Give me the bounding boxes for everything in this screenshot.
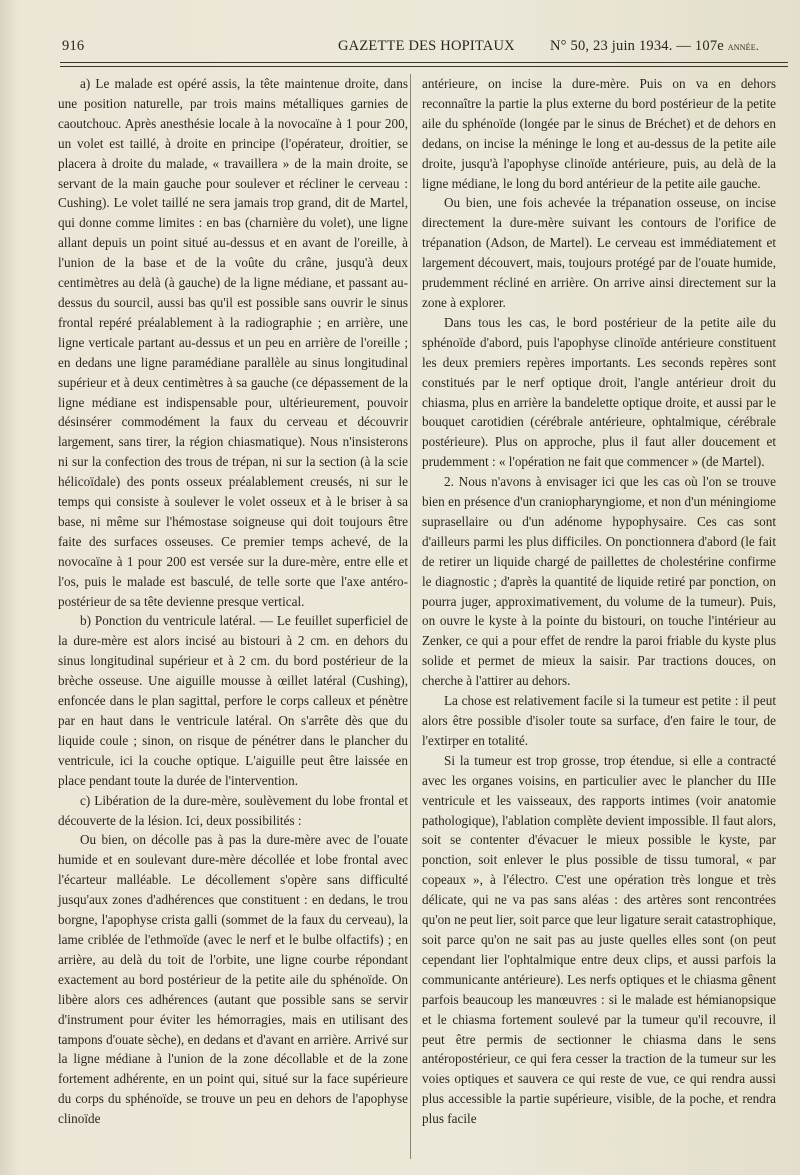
page-number: 916 — [62, 38, 85, 54]
column-divider — [410, 74, 411, 1159]
paragraph-continuation: antérieure, on incise la dure-mère. Puis on va en dehors reconnaître la partie la plus externe du bord postérieur de la petite aile du sphénoïde (longée par le sinus de Bréchet) et de dehors en dedans, on incise la méninge le long et au-dessus de la petite aile droite, jusqu'à l'apophyse clinoïde antérieure, puis, au delà de la ligne médiane, le long du bord antérieur de la petite aile gauche. — [422, 76, 776, 191]
issue-date: N° 50, 23 juin 1934. — 107e — [550, 38, 728, 54]
issue-year-label: année. — [727, 39, 760, 53]
paragraph-a: a) Le malade est opéré assis, la tête maintenue droite, dans une position naturelle, par trois mains métalliques garnies de caoutchouc. Après anesthésie locale à la novocaïne à 1 pour 200, un volet est taillé, à droite en principe (l'opérateur, droitier, se placera à droite du malade, « travaillera » de la main droite, se servant de la main gauche pour soulever et récliner le cerveau : Cushing). Le volet taillé ne sera jamais trop grand, dit de Martel, qui donne comme limites : en bas (charnière du volet), une ligne allant depuis un point situé au-dessus et en avant de l'oreille, à l'union de la base et de la voûte du crâne, jusqu'à deux centimètres au delà (à gauche) de la ligne médiane, et passant au-dessus du sourcil, aussi bas qu'il est possible sans ouvrir le sinus frontal repéré préalablement à la radiographie ; en arrière, une ligne verticale partant au-dessus et un peu en arrière de l'oreille ; en dedans une ligne paramédiane parallèle au sinus longitudinal supérieur et à deux centimètres à sa gauche (ce dépassement de la ligne médiane est indispensable pour, ultérieurement, pouvoir désinsérer commodément la faux du cerveau et découvrir largement, sans tirer, la région chiasmatique). Nous n'insisterons ni sur la confection des trous de trépan, ni sur la section (à la scie hélicoïdale) des ponts osseux préalablement creusés, ni sur le temps qui consiste à soulever le volet osseux et à le briser à sa base, ni même sur l'hémostase soigneuse qui doit toujours être faite des surfaces osseuses. Ce premier temps achevé, de la novocaïne à 1 pour 200 est versée sur la dure-mère, entre elle et l'os, puis le malade est basculé, de telle sorte que l'axe antéro-postérieur de sa tête devienne presque vertical. — [58, 76, 408, 609]
header-rule-thick — [60, 62, 788, 63]
header-rule-thin — [60, 66, 788, 67]
journal-title: GAZETTE DES HOPITAUX — [338, 38, 515, 54]
paragraph-c: c) Libération de la dure-mère, soulèvement du lobe frontal et découverte de la lésion. Ici, deux possibilités : — [58, 792, 408, 828]
left-column — [58, 74, 408, 1129]
paragraph-reperes: Dans tous les cas, le bord postérieur de la petite aile du sphénoïde d'abord, puis l'apophyse clinoïde antérieure constituent les deux premiers repères importants. Les seconds repères sont constitués par le nerf optique droit, l'angle antérieur droit du chiasma, plus en arrière la bandelette optique droite, et aussi par le bouquet carotidien (cérébrale antérieure, ophtalmique, cérébrale postérieure). Plus on approche, plus il faut aller doucement et prudemment : « l'opération ne fait que commencer » (de Martel). — [422, 314, 776, 470]
paragraph-ou-bien-1: Ou bien, on décolle pas à pas la dure-mère avec de l'ouate humide et en soulevant dure-mère décollée et lobe frontal avec l'écarteur malléable. Le décollement s'opère sans difficulté jusqu'aux zones d'adhérences que constituent : en dedans, le trou borgne, l'apophyse crista galli (sommet de la faux du cerveau), la lame criblée de l'ethmoïde (avec le nerf et le bulbe olfactifs) ; en arrière, au delà du toit de l'orbite, une ligne courbe répondant exactement au bord postérieur de la petite aile du sphénoïde. On libère alors ces adhérences (autant que possible sans se servir d'instrument pour éviter les hémorragies, mais en utilisant des tampons d'ouate sèche), en dedans et d'avant en arrière. Arrivé sur la ligne médiane à l'union de la zone décollable et de la zone fortement adhérente, en un point qui, situé sur la face supérieure du corps du sphénoïde, se trouve un peu en dehors de l'apophyse clinoïde — [58, 832, 408, 1127]
paragraph-ou-bien-2: Ou bien, une fois achevée la trépanation osseuse, on incise directement la dure-mère suivant les contours de l'orifice de trépanation (Adson, de Martel). Le cerveau est immédiatement et largement découvert, mais, toujours protégé par de l'ouate humide, prudemment récliné en arrière. On arrive ainsi directement sur la zone à explorer. — [422, 195, 776, 310]
paragraph-b: b) Ponction du ventricule latéral. — Le feuillet superficiel de la dure-mère est alors incisé au bistouri à 2 cm. en dehors du sinus longitudinal supérieur et à 2 cm. du bord postérieur de la brèche osseuse. Une aiguille mousse à œillet latéral (Cushing), enfoncée dans le plan sagittal, perfore le corps calleux et pénètre par en haut dans le ventricule latéral. On s'arrête dès que du liquide coule ; sinon, on risque de pénétrer dans le plancher du ventricule, ici la couche optique. L'aiguille peut être laissée en place pendant toute la durée de l'intervention. — [58, 613, 408, 788]
paragraph-grosse-tumeur: Si la tumeur est trop grosse, trop étendue, si elle a contracté avec les organes voisins, en particulier avec le plancher du IIIe ventricule et les vaisseaux, des rapports intimes (voir anatomie pathologique), l'ablation complète devient impossible. Il faut alors, soit se contenter d'évacuer le mieux possible le kyste, par ponction, soit enlever le plus possible de tissu tumoral, « par copeaux », à l'électro. C'est une opération très longue et très délicate, qui ne va pas sans aléas : des artères sont rencontrées qu'on ne peut lier, soit parce que leur ligature serait catastrophique, soit parce qu'on ne sait pas au juste quelles elles sont (on peut cependant lier l'ophtalmique entre deux clips, et aussi parfois la communicante antérieure). Les nerfs optiques et le chiasma gênent parfois beaucoup les manœuvres : si le malade est hémianopsique et le chiasma fortement soulevé par la tumeur qu'il recouvre, il peut être permis de sectionner le chiasma dans le sens antéropostérieur, ce qui fera cesser la traction de la tumeur sur les voies optiques et sauvera ce qui reste de vue, ce qui rendra aussi plus accessible la partie supérieure, visible, de la poche, et rendra plus facile — [422, 752, 776, 1127]
paragraph-2: 2. Nous n'avons à envisager ici que les cas où l'on se trouve bien en présence d'un craniopharyngiome, et non d'un méningiome suprasellaire ou d'un adénome hypophysaire. Ces cas sont d'ailleurs parmi les plus difficiles. On ponctionnera d'abord (le fait de retirer un liquide chargé de paillettes de cholestérine confirme le diagnostic ; d'après la quantité de liquide retiré par ponction, on pourra juger, approximativement, du volume de la tumeur). Puis, on ouvre le kyste à la pointe du bistouri, on touche l'intérieur au Zenker, ce qui a pour effet de rendre la paroi friable du kyste plus solide et permet de mieux la saisir. Par tractions douces, on cherche à l'attirer au dehors. — [422, 474, 776, 689]
page-header — [56, 38, 790, 60]
paragraph-petite-tumeur: La chose est relativement facile si la tumeur est petite : il peut alors être possible d'isoler toute sa surface, d'en faire le tour, de l'extirper en totalité. — [422, 693, 776, 748]
issue-info — [550, 38, 759, 55]
right-column — [422, 74, 776, 1129]
